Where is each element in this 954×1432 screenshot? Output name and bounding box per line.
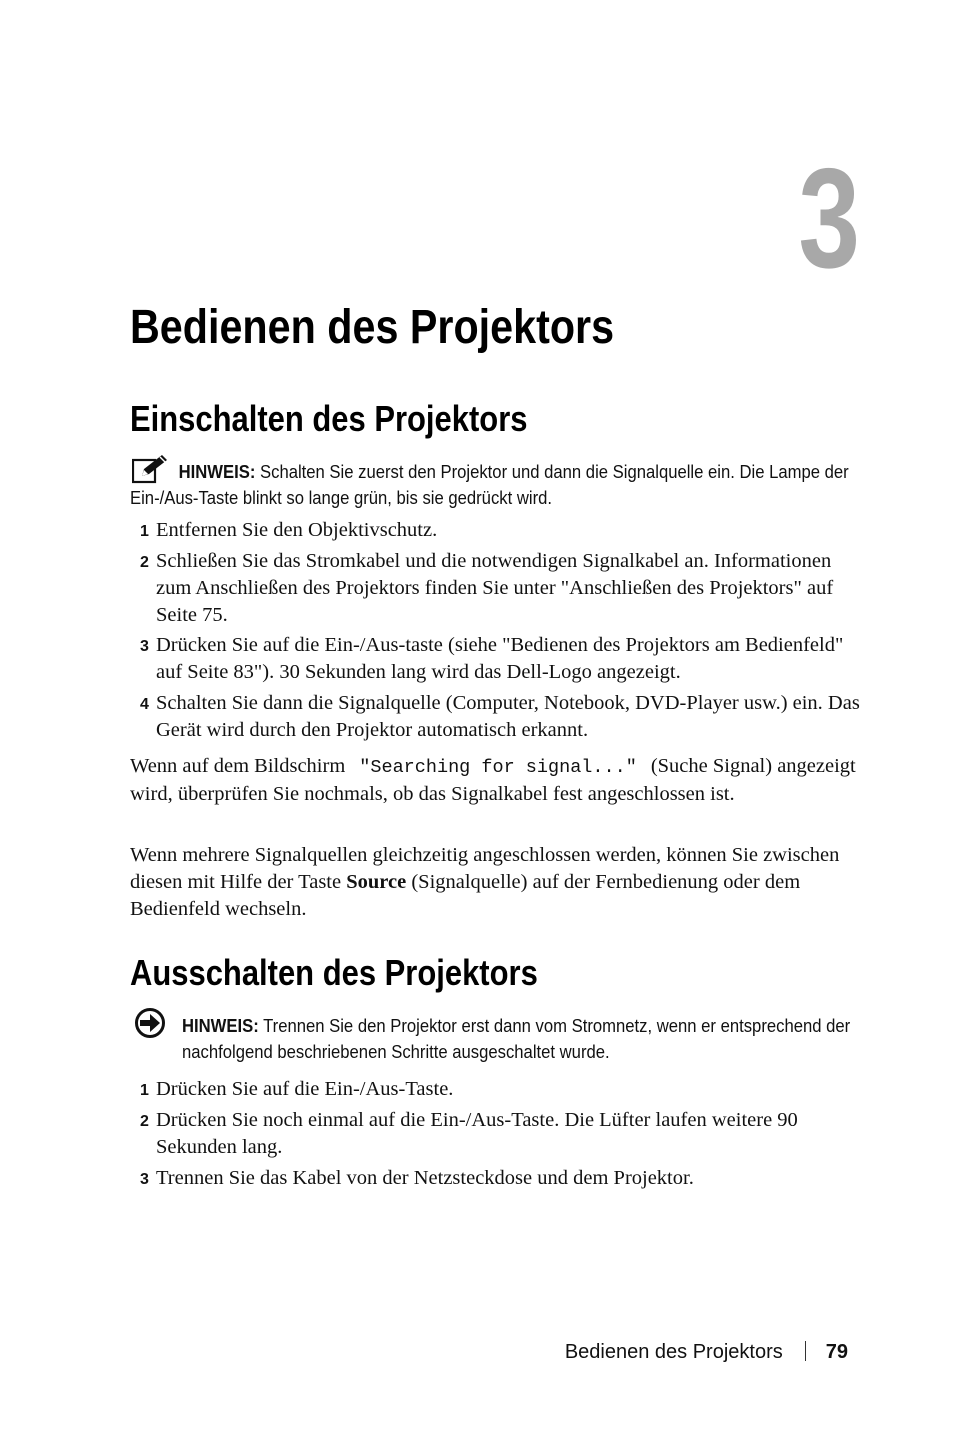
step-power-off-3 <box>140 1165 866 1192</box>
paragraph-text: Wenn auf dem Bildschirm <box>130 755 346 777</box>
step-power-on-2 <box>140 548 866 629</box>
step-number: 3 <box>140 1171 149 1188</box>
step-number: 2 <box>140 554 149 571</box>
step-text: Schalten Sie dann die Signalquelle (Computer, Notebook, DVD-Player usw.) ein. Das Gerät wird durch den Projektor automatisch erkannt. <box>156 692 860 741</box>
note-text: Schalten Sie zuerst den Projektor und dann die Signalquelle ein. Die Lampe der Ein-/Aus-Taste blinkt so lange grün, bis sie gedrückt wird. <box>130 461 849 508</box>
step-text: Schließen Sie das Stromkabel und die notwendigen Signalkabel an. Informationen zum Anschließen des Projektors finden Sie unter "Anschließen des Projektors" auf Seite 75. <box>156 550 834 626</box>
paragraph-multiple-sources <box>130 842 863 923</box>
paragraph-text: (Suche Signal) angezeigt wird, überprüfen Sie nochmals, ob das Signalkabel fest angeschlossen ist. <box>130 755 856 805</box>
note-power-off <box>182 1013 866 1065</box>
step-number: 1 <box>140 523 149 540</box>
paragraph-text: (Signalquelle) auf der Fernbedienung oder dem Bedienfeld wechseln. <box>130 871 801 920</box>
step-power-off-2 <box>140 1107 866 1161</box>
note-label: HINWEIS: <box>182 1015 259 1036</box>
signal-message-code: "Searching for signal..." <box>359 757 637 778</box>
step-power-off-1 <box>140 1076 866 1103</box>
step-text: Trennen Sie das Kabel von der Netzsteckdose und dem Projektor. <box>156 1167 694 1189</box>
chapter-title: Bedienen des Projektors <box>130 301 615 354</box>
chapter-number: 3 <box>798 139 860 298</box>
arrow-circle-notice-icon <box>132 1008 168 1038</box>
page-footer <box>565 1338 848 1366</box>
section-title-power-on: Einschalten des Projektors <box>130 398 528 439</box>
step-text: Drücken Sie auf die Ein-/Aus-Taste. <box>156 1078 454 1100</box>
section-title-power-off: Ausschalten des Projektors <box>130 952 538 993</box>
paragraph-text: Wenn mehrere Signalquellen gleichzeitig angeschlossen werden, können Sie zwischen diesen mit Hilfe der Taste <box>130 844 840 893</box>
source-key-label: Source <box>346 871 407 893</box>
footer-running-title: Bedienen des Projektors <box>564 1341 783 1363</box>
step-power-on-3 <box>140 632 866 686</box>
step-text: Entfernen Sie den Objektivschutz. <box>156 519 438 541</box>
step-text: Drücken Sie noch einmal auf die Ein-/Aus-Taste. Die Lüfter laufen weitere 90 Sekunden lang. <box>156 1109 798 1158</box>
note-label: HINWEIS: <box>178 461 256 482</box>
step-power-on-4 <box>140 690 866 744</box>
step-power-on-1 <box>140 517 866 544</box>
step-number: 1 <box>140 1082 149 1099</box>
step-number: 2 <box>140 1113 149 1130</box>
footer-separator <box>805 1341 806 1361</box>
note-power-on <box>130 459 866 511</box>
step-text: Drücken Sie auf die Ein-/Aus-taste (siehe "Bedienen des Projektors am Bedienfeld" auf Seite 83"). 30 Sekunden lang wird das Dell-Logo angezeigt. <box>156 634 844 683</box>
step-number: 4 <box>140 696 149 713</box>
page-number: 79 <box>825 1341 848 1363</box>
paragraph-searching-signal <box>130 753 863 808</box>
step-number: 3 <box>140 638 149 655</box>
note-text: Trennen Sie den Projektor erst dann vom Stromnetz, wenn er entsprechend der nachfolgend beschriebenen Schritte ausgeschaltet wurde. <box>182 1015 851 1062</box>
